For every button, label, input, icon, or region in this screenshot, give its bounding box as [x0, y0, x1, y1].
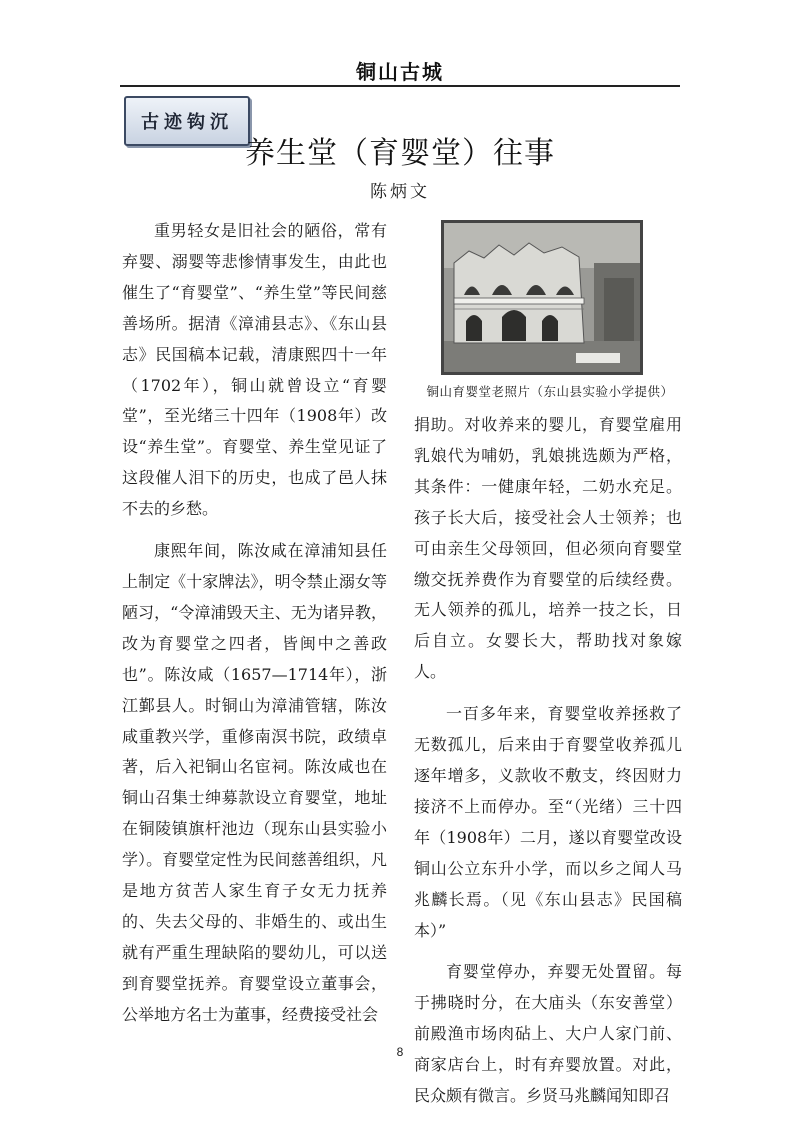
- header-divider: [120, 85, 680, 87]
- article-title: 养生堂（育婴堂）往事: [245, 136, 555, 171]
- running-header-title: 铜山古城: [356, 60, 444, 84]
- photo-caption: 铜山育婴堂老照片（东山县实验小学提供）: [426, 384, 674, 399]
- historical-photo: [441, 220, 643, 375]
- page-number: 8: [396, 1045, 404, 1059]
- paragraph: 一百多年来，育婴堂收养拯救了无数孤儿，后来由于育婴堂收养孤儿逐年增多，义款收不敷支，终因财力接济不上而停办。至“（光绪）三十四年（1908年）二月，遂以育婴堂改设铜山公立东升小学，而以乡之闻人马兆麟长焉。（见《东山县志》民国稿本）”: [414, 704, 682, 940]
- left-column: [122, 216, 387, 1031]
- paragraph: 育婴堂停办，弃婴无处置留。每于拂晓时分，在大庙头（东安善堂）前殿渔市场肉砧上、大户人家门前、商家店台上，时有弃婴放置。对此，民众颇有微言。乡贤马兆麟闻知即召: [414, 962, 682, 1106]
- paragraph: 康熙年间，陈汝咸在漳浦知县任上制定《十家牌法》，明令禁止溺女等陋习，“令漳浦毁天主、无为诸异教，改为育婴堂之四者，皆闽中之善政也”。陈汝咸（1657—1714年），浙江鄞县人。时铜山为漳浦管辖，陈汝咸重教兴学，重修南溟书院，政绩卓著，后入祀铜山名宦祠。陈汝咸也在铜山召集士绅募款设立育婴堂，地址在铜陵镇旗杆池边（现东山县实验小学）。育婴堂定性为民间慈善组织，凡是地方贫苦人家生育子女无力抚养的、失去父母的、非婚生的、或出生就有严重生理缺陷的婴幼儿，可以送到育婴堂抚养。育婴堂设立董事会，公举地方名士为董事，经费接受社会: [122, 541, 387, 1024]
- article-author: 陈炳文: [370, 182, 430, 202]
- right-column: [414, 410, 682, 1112]
- orphanage-building-illustration: [444, 223, 640, 372]
- paragraph: 捐助。对收养来的婴儿，育婴堂雇用乳娘代为哺奶，乳娘挑选颇为严格，其条件：一健康年轻，二奶水充足。孩子长大后，接受社会人士领养；也可由亲生父母领回，但必须向育婴堂缴交抚养费作为育婴堂的后续经费。无人领养的孤儿，培养一技之长，日后自立。女婴长大，帮助找对象嫁人。: [414, 415, 682, 682]
- paragraph: 重男轻女是旧社会的陋俗，常有弃婴、溺婴等悲惨情事发生，由此也催生了“育婴堂”、“养生堂”等民间慈善场所。据清《漳浦县志》、《东山县志》民国稿本记载，清康熙四十一年（1702年），铜山就曾设立“育婴堂”，至光绪三十四年（1908年）改设“养生堂”。育婴堂、养生堂见证了这段催人泪下的历史，也成了邑人抹不去的乡愁。: [122, 221, 387, 519]
- section-tag-label: 古迹钩沉: [141, 112, 233, 133]
